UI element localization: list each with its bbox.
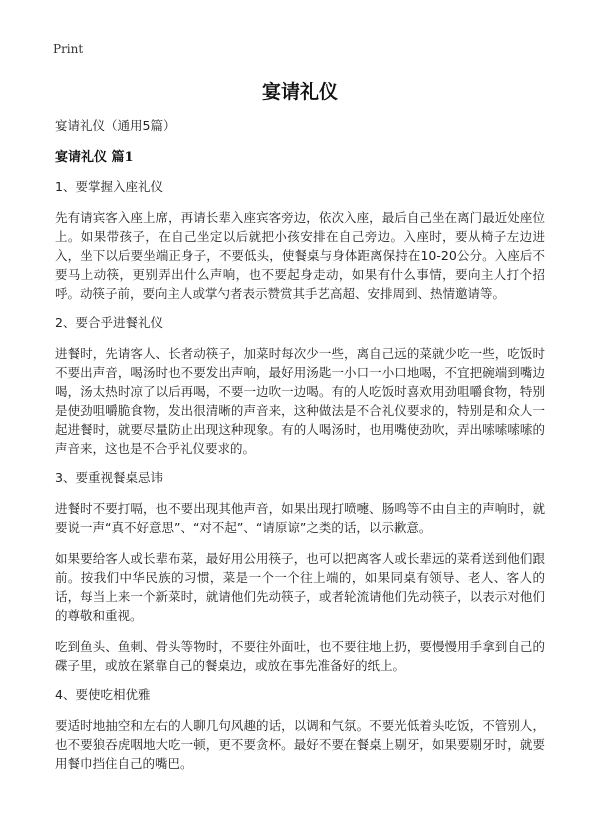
paragraph: 进餐时，先请客人、长者动筷子，加菜时每次少一些，离自己远的菜就少吃一些，吃饭时不要出声音，喝汤时也不要发出声响，最好用汤匙一小口一小口地喝，不宜把碗端到嘴边喝，汤太热时凉了以后再喝，不要一边吹一边喝。有的人吃饭时喜欢用劲咀嚼食物，特别是使劲咀嚼脆食物，发出很清晰的声音来，这种做法是不合礼仪要求的，特别是和众人一起进餐时，就要尽量防止出现这种现象。有的人喝汤时，也用嘴使劲吹，弄出嗦嗦嗦嗦的声音来，这也是不合乎礼仪要求的。 — [55, 346, 545, 456]
paragraph: 要适时地抽空和左右的人聊几句风趣的话，以调和气氛。不要光低着头吃饭，不管别人，也不要狼吞虎咽地大吃一顿，更不要贪杯。最好不要在餐桌上剔牙，如果要剔牙时，就要用餐巾挡住自己的嘴巴。 — [55, 718, 545, 771]
document-subtitle: 宴请礼仪（通用5篇） — [55, 118, 176, 133]
paragraph: 进餐时不要打嗝，也不要出现其他声音，如果出现打喷嚏、肠鸣等不由自主的声响时，就要说一声“真不好意思”、“对不起”、“请原谅”之类的话，以示歉意。 — [55, 501, 545, 535]
paragraph: 先有请宾客入座上席，再请长辈入座宾客旁边，依次入座，最后自己坐在离门最近处座位上。如果带孩子，在自己坐定以后就把小孩安排在自己旁边。入座时，要从椅子左边进入，坐下以后要坐端正身子，不要低头，使餐桌与身体距离保持在10-20公分。入座后不要马上动筷，更别弄出什么声响，也不要起身走动，如果有什么事情，要向主人打个招呼。动筷子前，要向主人或掌勺者表示赞赏其手艺高超、安排周到、热情邀请等。 — [55, 210, 545, 301]
section-heading: 1、要掌握入座礼仪 — [55, 179, 163, 194]
section-heading: 4、要使吃相优雅 — [55, 687, 151, 702]
print-link[interactable]: Print — [53, 42, 84, 56]
paragraph: 如果要给客人或长辈布菜，最好用公用筷子，也可以把离客人或长辈远的菜肴送到他们跟前。按我们中华民族的习惯，菜是一个一个往上端的，如果同桌有领导、老人、客人的话，每当上来一个新菜时，就请他们先动筷子，或者轮流请他们先动筷子，以表示对他们的尊敬和重视。 — [55, 551, 545, 623]
section-heading: 3、要重视餐桌忌讳 — [55, 470, 163, 485]
article-title: 宴请礼仪 篇1 — [55, 150, 134, 165]
page-title: 宴请礼仪 — [261, 81, 338, 103]
section-heading: 2、要合乎进餐礼仪 — [55, 315, 163, 330]
paragraph: 吃到鱼头、鱼刺、骨头等物时，不要往外面吐，也不要往地上扔，要慢慢用手拿到自己的碟子里，或放在紧靠自己的餐桌边，或放在事先准备好的纸上。 — [55, 639, 545, 673]
